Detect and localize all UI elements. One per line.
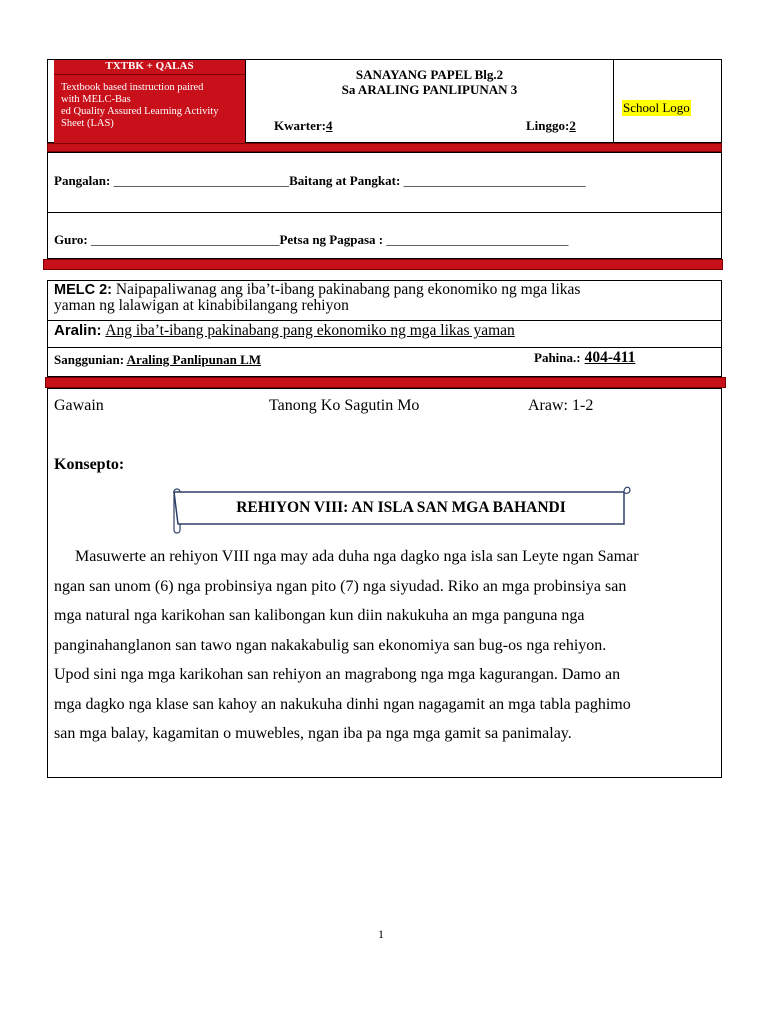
pangalan-label: Pangalan: <box>54 173 111 188</box>
brand-desc-line: Textbook based instruction paired <box>61 82 204 93</box>
worksheet-title: SANAYANG PAPEL Blg.2 <box>355 67 504 82</box>
kwarter-value: 4 <box>325 118 333 133</box>
school-logo: School Logo <box>623 100 690 115</box>
linggo-value: 2 <box>569 118 576 133</box>
pangalan-row <box>54 173 586 189</box>
baitang-label: Baitang at Pangkat: <box>289 173 401 188</box>
kwarter-field <box>274 118 336 134</box>
gawain-label: Gawain <box>54 397 104 414</box>
paragraph-line: Masuwerte an rehiyon VIII nga may ada duha nga dagko nga isla san Leyte ngan Samar <box>75 548 639 565</box>
linggo-label: Linggo: <box>526 118 570 133</box>
brand-desc-line: Sheet (LAS) <box>61 118 114 129</box>
activity-title: Tanong Ko Sagutin Mo <box>269 397 420 414</box>
guro-label: Guro: <box>54 232 88 247</box>
pangalan-field[interactable]: ___________________________ <box>113 173 290 188</box>
linggo-field <box>526 118 576 134</box>
guro-field[interactable]: _____________________________ <box>90 232 280 247</box>
paragraph-line: mga dagko nga klase san kahoy an nakukuha dinhi ngan nagagamit an mga tabla paghimo <box>54 695 631 713</box>
melc-line1: Naipapaliwanag ang iba’t-ibang pakinabang pang ekonomiko ng mga likas <box>112 281 581 298</box>
pahina-label: Pahina.: <box>534 350 581 365</box>
paragraph-line: mga natural nga karikohan san kalibongan kun diin nakukuha an mga panguna nga <box>54 607 585 624</box>
sanggunian-row <box>54 352 261 368</box>
row-divider <box>47 347 722 348</box>
worksheet-subject: Sa ARALING PANLIPUNAN 3 <box>341 82 518 97</box>
red-divider <box>45 377 726 388</box>
row-divider <box>47 320 722 321</box>
brand-divider <box>54 74 245 75</box>
paragraph-line: ngan san unom (6) nga probinsiya ngan pito (7) nga siyudad. Riko an mga probinsiya san <box>54 577 627 595</box>
aralin-row <box>54 322 515 340</box>
concept-paragraph <box>54 542 719 749</box>
red-divider <box>47 143 722 152</box>
brand-desc-line: ed Quality Assured Learning Activity <box>61 106 219 117</box>
melc-line2: yaman ng lalawigan at kinabibilangang rehiyon <box>54 297 349 314</box>
konsepto-heading: Konsepto: <box>54 456 125 473</box>
paragraph-line: panginahanglanon san tawo ngan nakakabulig san ekonomiya san bug-os nga rehiyon. <box>54 636 607 654</box>
sanggunian-label: Sanggunian: <box>54 352 125 367</box>
baitang-field[interactable]: ____________________________ <box>403 173 586 188</box>
sanggunian-value: Araling Panlipunan LM <box>126 352 262 367</box>
petsa-field[interactable]: ____________________________ <box>386 232 569 247</box>
araw-label: Araw: 1-2 <box>528 397 594 414</box>
petsa-label: Petsa ng Pagpasa : <box>279 232 384 247</box>
brand-title: TXTBK + QALAS <box>105 60 194 72</box>
paragraph-line: Upod sini nga mga karikohan san rehiyon an magrabong nga mga kagurangan. Damo an <box>54 666 621 683</box>
melc-label: MELC 2: <box>54 282 112 298</box>
pahina-value: 404-411 <box>584 349 636 366</box>
pahina-row <box>534 349 635 367</box>
red-divider <box>43 259 723 270</box>
brand-desc-line: with MELC-Bas <box>61 94 131 105</box>
kwarter-label: Kwarter: <box>274 118 326 133</box>
aralin-text: Ang iba’t-ibang pakinabang pang ekonomiko ng mga likas yaman <box>105 322 515 339</box>
aralin-label: Aralin: <box>54 322 102 339</box>
melc-text <box>54 282 716 314</box>
scroll-title: REHIYON VIII: AN ISLA SAN MGA BAHANDI <box>236 499 566 516</box>
field-divider <box>47 212 722 213</box>
brand-description <box>61 82 243 130</box>
paragraph-line: san mga balay, kagamitan o muwebles, ngan iba pa nga mga gamit sa panimalay. <box>54 725 572 742</box>
page-number: 1 <box>378 927 384 941</box>
header-divider <box>613 59 614 143</box>
guro-row <box>54 232 568 248</box>
